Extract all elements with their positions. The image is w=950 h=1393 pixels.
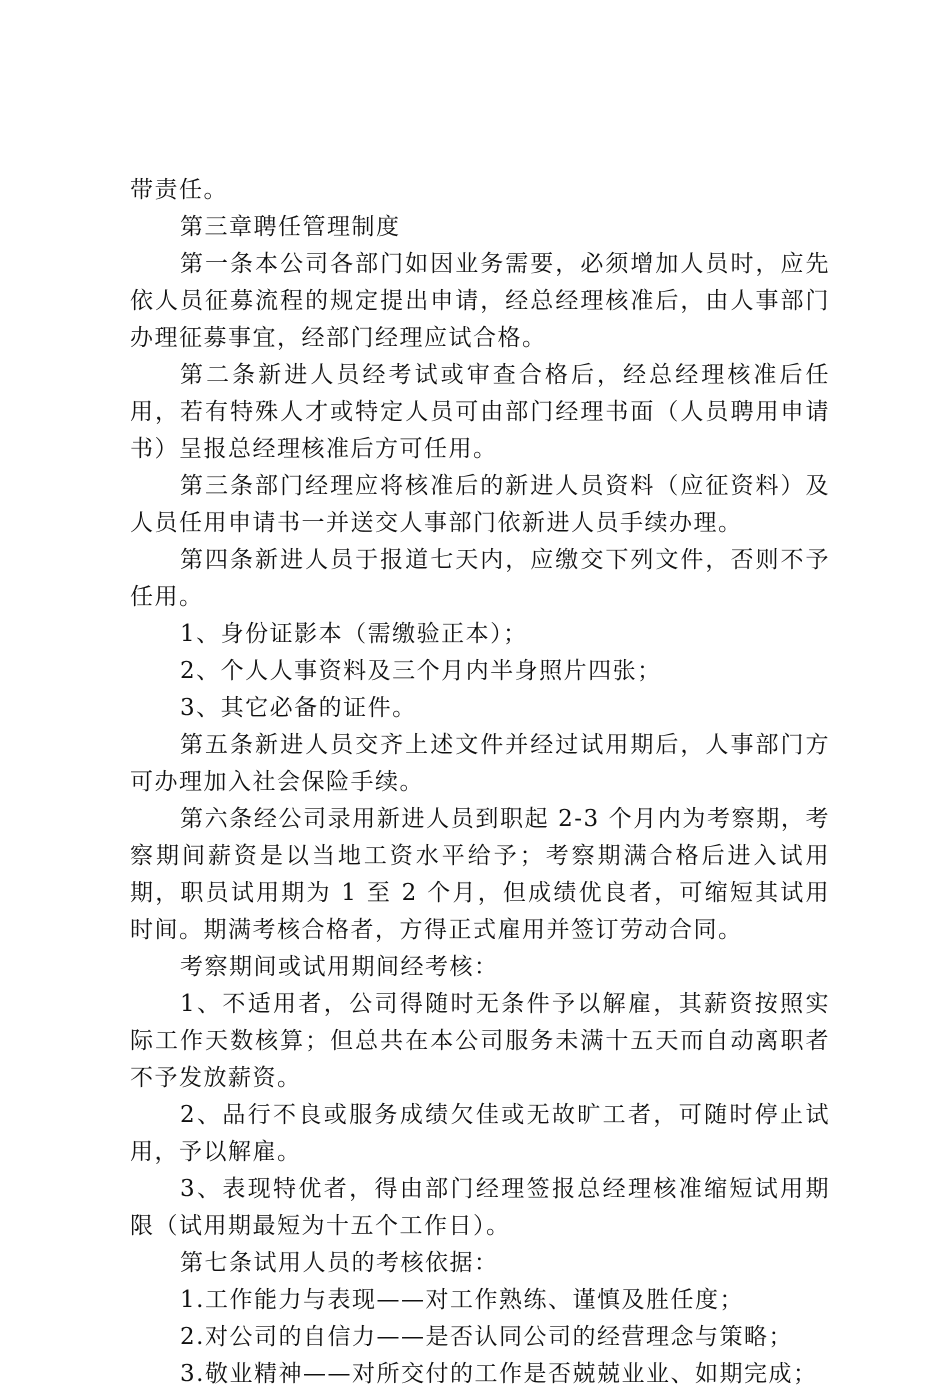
criteria-dedication: 3.敬业精神——对所交付的工作是否兢兢业业、如期完成； xyxy=(180,1361,818,1387)
list-item-poor-conduct: 2、品行不良或服务成绩欠佳或无故旷工者，可随时停止试用，予以解雇。 xyxy=(130,1102,830,1165)
article-6: 第六条经公司录用新进人员到职起 2-3 个月内为考察期，考察期间薪资是以当地工资水平给予；考察期满合格后进入试用期，职员试用期为 1 至 2 个月，但成绩优良者，可缩短其试用时间。期满考核合格者，方得正式雇用并签订劳动合同。 xyxy=(130,806,830,943)
article-1: 第一条本公司各部门如因业务需要，必须增加人员时，应先依人员征募流程的规定提出申请，经总经理核准后，由人事部门办理征募事宜，经部门经理应试合格。 xyxy=(130,251,830,351)
list-item-id-copy: 1、身份证影本（需缴验正本）； xyxy=(180,621,528,647)
assessment-intro: 考察期间或试用期间经考核： xyxy=(180,954,499,980)
article-3: 第三条部门经理应将核准后的新进人员资料（应征资料）及人员任用申请书一并送交人事部门依新进人员手续办理。 xyxy=(130,473,830,536)
article-7: 第七条试用人员的考核依据： xyxy=(180,1250,499,1276)
document-body xyxy=(130,172,830,1393)
list-item-outstanding: 3、表现特优者，得由部门经理签报总经理核准缩短试用期限（试用期最短为十五个工作日）。 xyxy=(130,1176,830,1239)
criteria-confidence: 2.对公司的自信力——是否认同公司的经营理念与策略； xyxy=(180,1324,793,1350)
list-item-unsuitable: 1、不适用者，公司得随时无条件予以解雇，其薪资按照实际工作天数核算；但总共在本公司服务未满十五天而自动离职者不予发放薪资。 xyxy=(130,991,830,1091)
article-4: 第四条新进人员于报道七天内，应缴交下列文件，否则不予任用。 xyxy=(130,547,830,610)
list-item-other-documents: 3、其它必备的证件。 xyxy=(180,695,417,721)
article-2: 第二条新进人员经考试或审查合格后，经总经理核准后任用，若有特殊人才或特定人员可由部门经理书面（人员聘用申请书）呈报总经理核准后方可任用。 xyxy=(130,362,830,462)
criteria-work-ability: 1.工作能力与表现——对工作熟练、谨慎及胜任度； xyxy=(180,1287,744,1313)
chapter-heading: 第三章聘任管理制度 xyxy=(180,214,401,240)
paragraph-continuation: 带责任。 xyxy=(130,177,228,203)
article-5: 第五条新进人员交齐上述文件并经过试用期后，人事部门方可办理加入社会保险手续。 xyxy=(130,732,830,795)
list-item-personnel-data: 2、个人人事资料及三个月内半身照片四张； xyxy=(180,658,662,684)
